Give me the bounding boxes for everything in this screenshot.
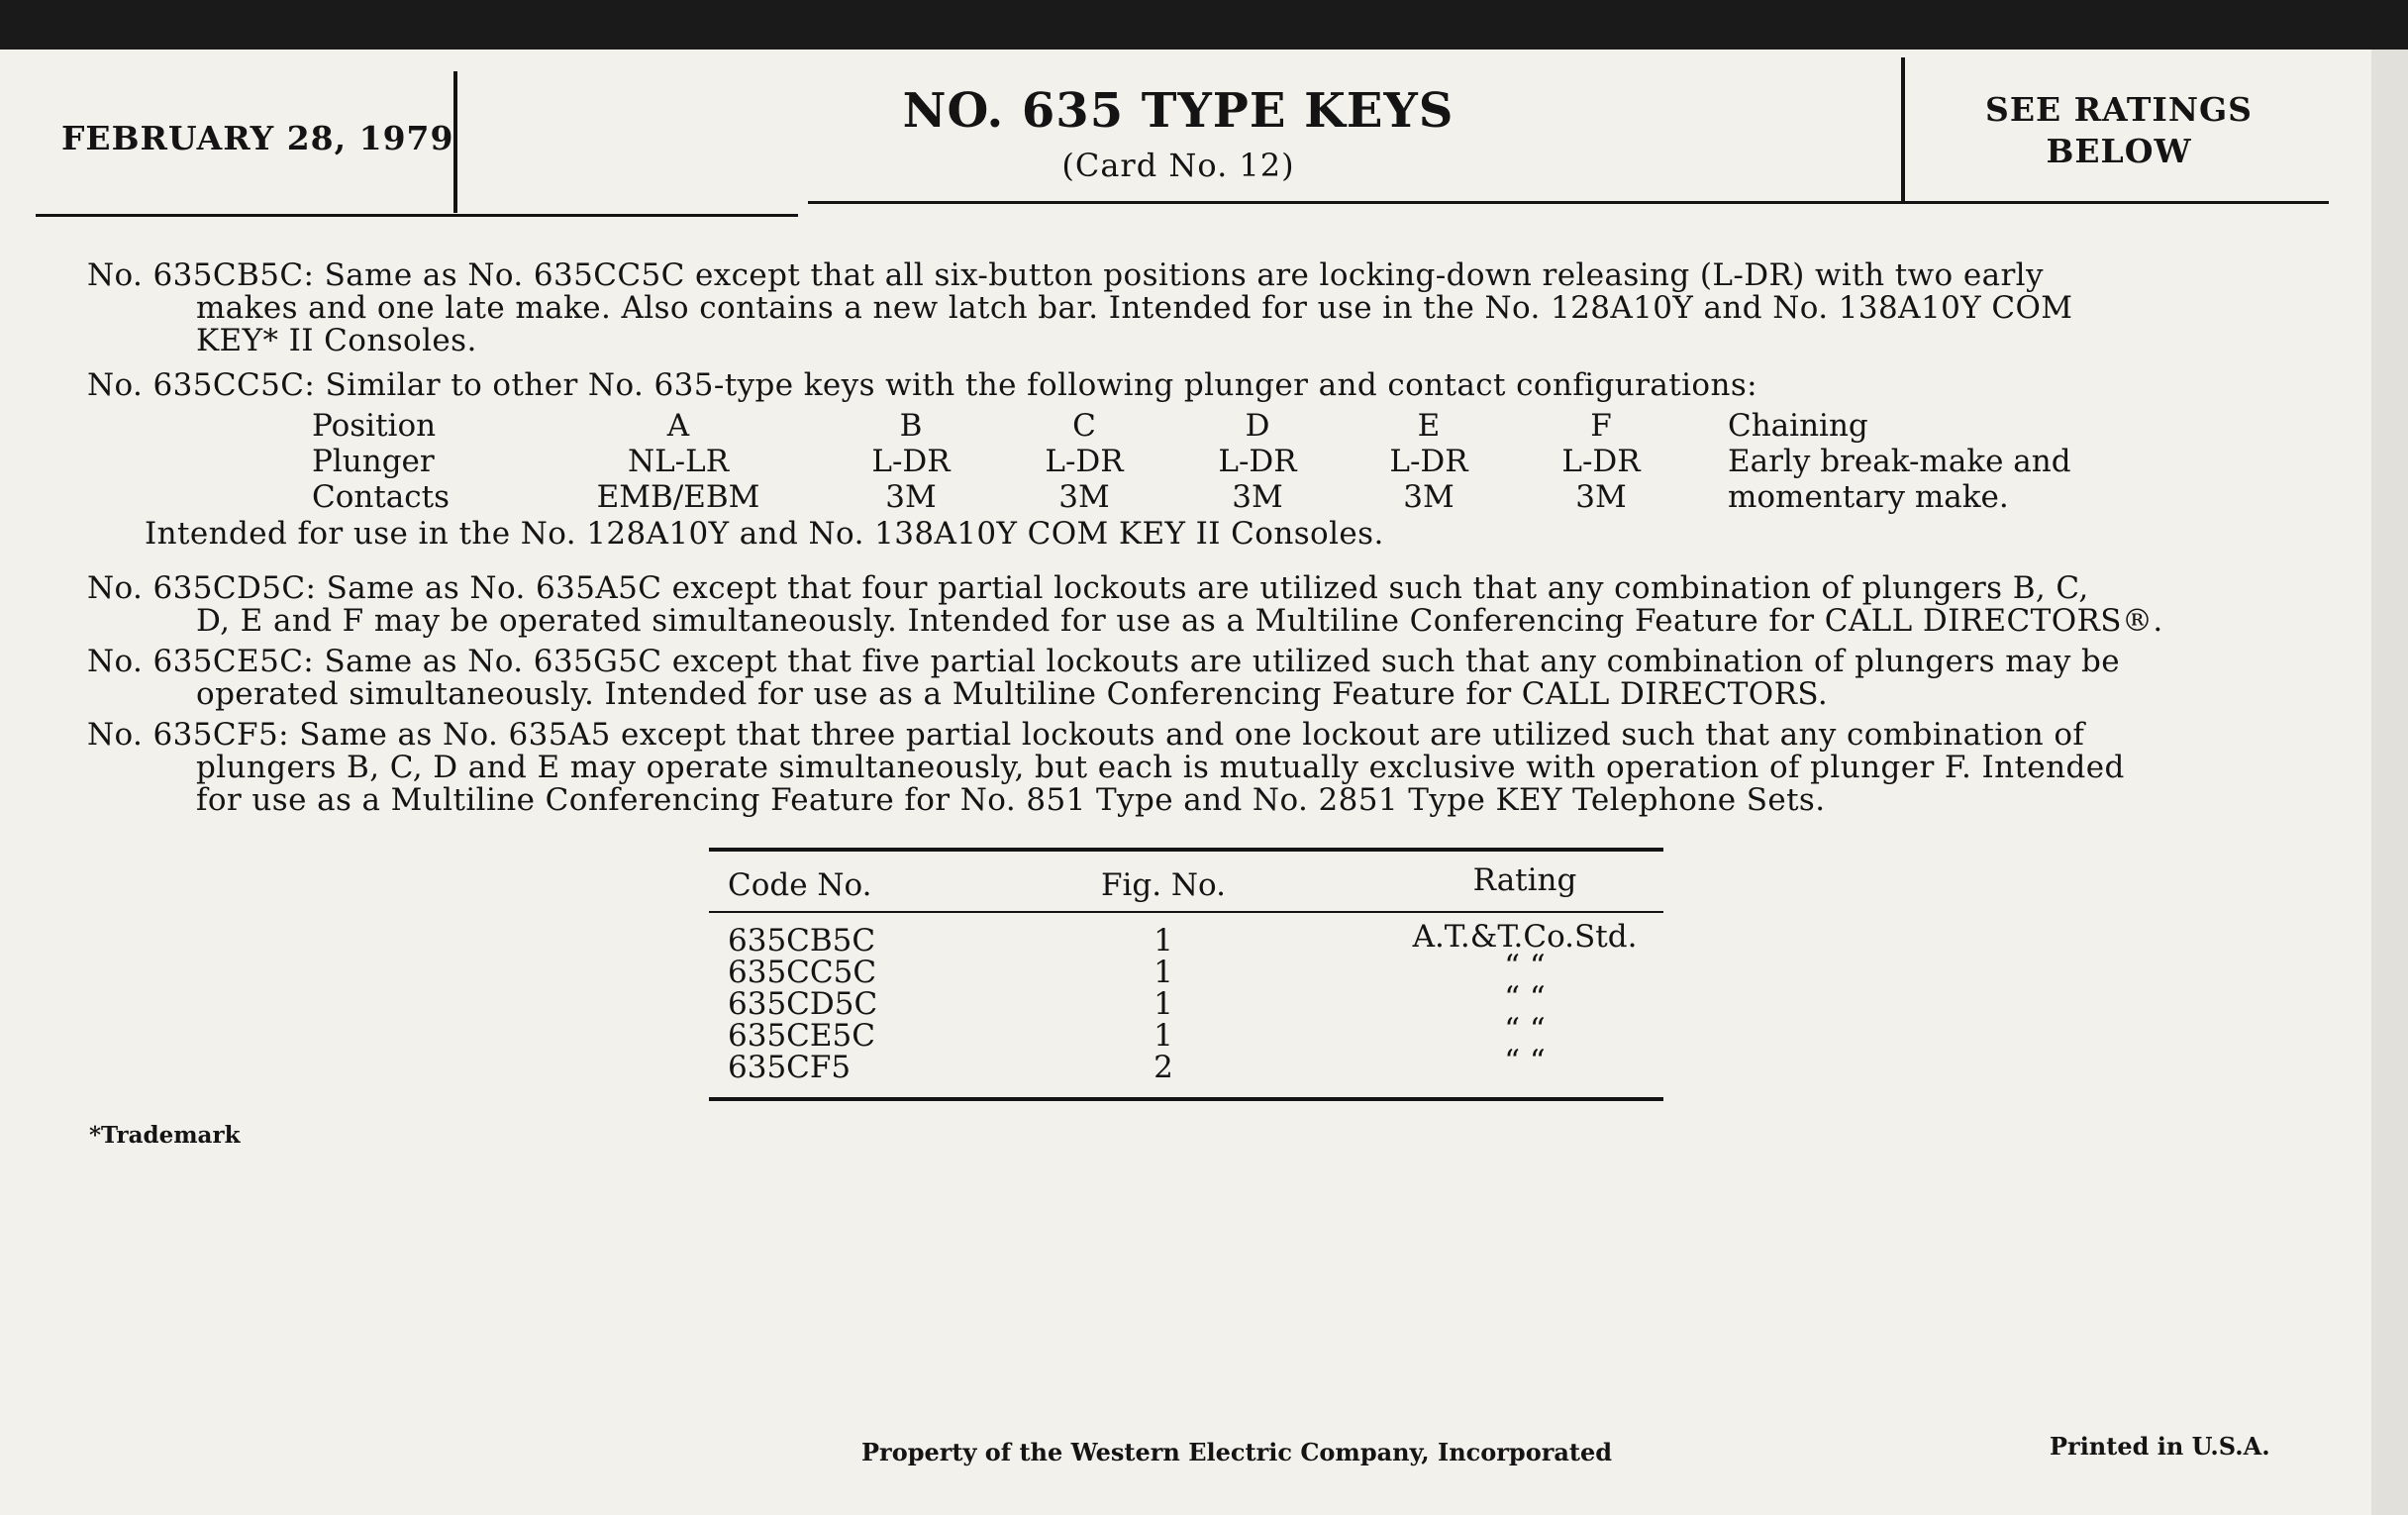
trademark-note: *Trademark: [89, 1122, 241, 1149]
table-cell-rating: “ “: [1504, 1012, 1546, 1048]
config-cell: NL-LR: [627, 444, 730, 479]
config-intended-use: Intended for use in the No. 128A10Y and No. 138A10Y COM KEY II Consoles.: [145, 516, 1384, 552]
description-line: plungers B, C, D and E may operate simultaneously, but each is mutually exclusive with operation of plunger F. Intended: [196, 750, 2125, 785]
table-bottom-rule: [709, 1097, 1663, 1101]
description-line: Same as No. 635G5C except that five partial lockouts are utilized such that any combination of plungers may be: [324, 644, 2121, 679]
table-cell-code: 635CE5C: [728, 1018, 875, 1054]
table-header-code: Code No.: [728, 867, 872, 903]
config-cell: 3M: [1232, 479, 1283, 515]
code-label: No. 635CC5C:: [87, 367, 316, 403]
code-label: No. 635CB5C:: [87, 257, 315, 293]
table-header-rating: Rating: [1472, 862, 1577, 898]
table-cell-fig: 1: [1154, 955, 1173, 990]
config-row-label: Position: [312, 408, 437, 444]
table-cell-fig: 1: [1154, 923, 1173, 959]
config-note: momentary make.: [1728, 479, 2009, 515]
config-cell: E: [1417, 408, 1441, 444]
table-cell-code: 635CC5C: [728, 955, 877, 990]
description-line: KEY* II Consoles.: [196, 323, 477, 358]
config-cell: A: [666, 408, 690, 444]
card-title: NO. 635 TYPE KEYS: [902, 83, 1455, 139]
table-cell-rating: “ “: [1504, 949, 1546, 984]
description-line: makes and one late make. Also contains a new latch bar. Intended for use in the No. 128A10Y and No. 138A10Y COM: [196, 290, 2073, 326]
config-cell: L-DR: [1561, 444, 1641, 479]
card-date: FEBRUARY 28, 1979: [61, 119, 454, 157]
table-cell-code: 635CB5C: [728, 923, 876, 959]
description-line: D, E and F may be operated simultaneously. Intended for use as a Multiline Conferencing Feature for CALL DIRECTORS®.: [196, 603, 2163, 639]
table-cell-rating: “ “: [1504, 980, 1546, 1016]
table-header-fig: Fig. No.: [1100, 867, 1227, 903]
table-cell-fig: 2: [1154, 1050, 1173, 1085]
config-cell: EMB/EBM: [596, 479, 760, 515]
table-cell-fig: 1: [1154, 1018, 1173, 1054]
config-cell: 3M: [1403, 479, 1455, 515]
config-cell: L-DR: [1045, 444, 1124, 479]
config-cell: D: [1245, 408, 1270, 444]
description-line: operated simultaneously. Intended for use as a Multiline Conferencing Feature for CALL DIRECTORS.: [196, 676, 1829, 712]
description-line: Same as No. 635A5C except that four partial lockouts are utilized such that any combination of plungers B, C,: [326, 570, 2089, 606]
config-cell: B: [899, 408, 923, 444]
description-line: for use as a Multiline Conferencing Feature for No. 851 Type and No. 2851 Type KEY Telephone Sets.: [196, 782, 1826, 818]
table-cell-fig: 1: [1154, 986, 1173, 1022]
config-note: Chaining: [1728, 408, 1868, 444]
table-cell-code: 635CD5C: [728, 986, 878, 1022]
table-cell-code: 635CF5: [728, 1050, 852, 1085]
config-cell: L-DR: [1389, 444, 1468, 479]
code-label: No. 635CF5:: [87, 717, 289, 753]
table-top-rule: [709, 848, 1663, 852]
config-cell: L-DR: [1218, 444, 1297, 479]
code-label: No. 635CE5C:: [87, 644, 315, 679]
code-label: No. 635CD5C:: [87, 570, 317, 606]
config-note: Early break-make and: [1728, 444, 2071, 479]
ratings-note: SEE RATINGS BELOW: [1984, 90, 2254, 170]
config-cell: 3M: [1575, 479, 1627, 515]
config-cell: F: [1590, 408, 1612, 444]
config-cell: 3M: [1058, 479, 1110, 515]
description-line: Same as No. 635A5 except that three partial lockouts and one lockout are utilized such that any combination of: [299, 717, 2085, 753]
table-cell-rating: “ “: [1504, 1044, 1546, 1079]
table-header-rule: [709, 911, 1663, 913]
config-row-label: Plunger: [312, 444, 435, 479]
config-cell: 3M: [885, 479, 937, 515]
card-number: (Card No. 12): [1061, 147, 1295, 184]
table-cell-rating: A.T.&T.Co.Std.: [1412, 919, 1638, 955]
config-cell: L-DR: [871, 444, 951, 479]
printed-in-notice: Printed in U.S.A.: [2050, 1432, 2270, 1461]
description-line: Similar to other No. 635-type keys with the following plunger and contact configurations:: [325, 367, 1757, 403]
config-row-label: Contacts: [312, 479, 451, 515]
description-line: Same as No. 635CC5C except that all six-button positions are locking-down releasing (L-DR) with two early: [324, 257, 2044, 293]
property-notice: Property of the Western Electric Company, Incorporated: [861, 1438, 1613, 1466]
config-cell: C: [1072, 408, 1096, 444]
